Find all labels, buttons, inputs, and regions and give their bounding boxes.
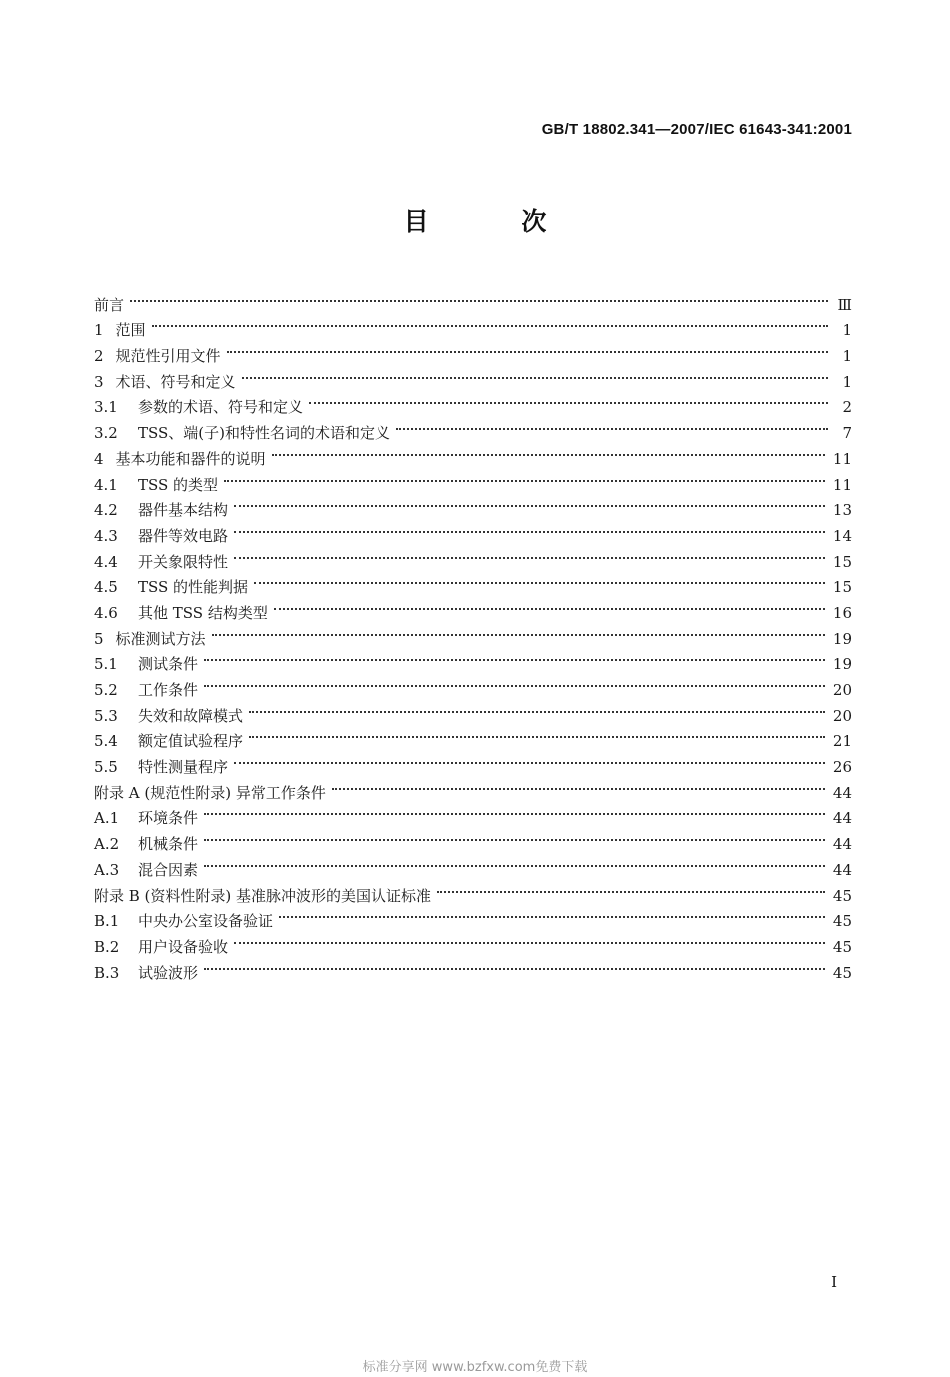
toc-entry[interactable] — [94, 875, 852, 905]
toc-entry-label: 试验波形 — [138, 963, 199, 982]
toc-entry-label: TSS 的类型 — [138, 475, 219, 494]
toc-entry-label: TSS 的性能判据 — [138, 578, 249, 597]
toc-entry-label: 器件等效电路 — [138, 526, 229, 545]
toc-entry-page: 20 — [832, 706, 852, 725]
toc-entry-page: 45 — [832, 937, 852, 956]
toc-entry-label: 特性测量程序 — [138, 758, 229, 777]
toc-entry-page: 14 — [832, 526, 852, 545]
toc-entry-label: 用户设备验收 — [138, 937, 229, 956]
toc-entry[interactable] — [94, 310, 852, 340]
toc-entry-number: 5.3 — [94, 706, 118, 725]
watermark: 标准分享网 www.bzfxw.com免费下载 — [362, 1360, 588, 1375]
toc-leader-dots — [202, 952, 827, 978]
toc-entry-number: 5.1 — [94, 655, 118, 674]
toc-leader-dots — [272, 592, 827, 618]
toc-entry[interactable] — [94, 952, 852, 982]
toc-entry-label: 机械条件 — [138, 835, 199, 854]
toc-entry-number: 3.2 — [94, 424, 118, 443]
toc-entry-label: 范围 — [115, 321, 146, 340]
toc-entry-number: 2 — [94, 347, 104, 366]
toc-leader-dots — [232, 515, 827, 541]
toc-entry-page: 20 — [832, 681, 852, 699]
toc-entry-page: 16 — [832, 603, 852, 622]
toc-leader-dots — [232, 926, 827, 952]
toc-entry-label: 测试条件 — [138, 655, 199, 674]
toc-leader-dots — [210, 618, 827, 644]
toc-entry-number: 4.3 — [94, 526, 118, 545]
toc-entry[interactable] — [94, 335, 852, 366]
toc-leader-dots — [394, 412, 830, 438]
toc-entry-page: 1 — [842, 321, 852, 340]
toc-entry-label: 额定值试验程序 — [138, 732, 244, 751]
toc-entry[interactable] — [94, 669, 852, 699]
toc-entry-page: 44 — [832, 783, 852, 802]
toc-leader-dots — [232, 490, 827, 516]
toc-entry-label: 术语、符号和定义 — [115, 372, 236, 391]
toc-entry-number: 4.6 — [94, 603, 118, 622]
toc-entry-number: 4.1 — [94, 475, 118, 494]
toc-entry[interactable] — [94, 798, 852, 828]
toc-entry-number: B.1 — [94, 912, 120, 931]
toc-entry[interactable] — [94, 695, 852, 725]
toc-leader-dots — [222, 464, 827, 490]
page-folio: I — [831, 1273, 837, 1291]
toc-entry-number: B.3 — [94, 963, 120, 982]
toc-entry-page: 21 — [832, 732, 852, 751]
toc-entry-page: 7 — [842, 424, 852, 443]
toc-entry-number: 4.2 — [94, 501, 118, 520]
toc-entry-page: 45 — [832, 963, 852, 982]
toc-entry-label: 中央办公室设备验证 — [138, 912, 274, 931]
toc-entry-number: A.1 — [94, 809, 120, 828]
toc-entry-page: 13 — [832, 501, 852, 520]
toc-entry-page: 45 — [832, 886, 852, 905]
toc-entry-number: 1 — [94, 321, 104, 340]
toc-entry-label: 其他 TSS 结构类型 — [138, 603, 268, 622]
toc-entry-label: 前言 — [94, 295, 125, 314]
toc-leader-dots — [252, 567, 827, 593]
toc-entry-page: 1 — [842, 347, 852, 366]
toc-leader-dots — [202, 823, 827, 849]
toc-entry-page: 15 — [832, 578, 852, 597]
toc-entry-label: 工作条件 — [138, 681, 199, 699]
toc-entry-number: 5 — [94, 629, 104, 648]
toc-entry-label: TSS、端(子)和特性名词的术语和定义 — [138, 424, 390, 443]
toc-entry[interactable] — [94, 823, 852, 854]
toc-leader-dots — [202, 669, 827, 695]
toc-entry-page: 44 — [832, 809, 852, 828]
toc-entry-label: 器件基本结构 — [138, 501, 229, 520]
toc-entry-number: 3 — [94, 372, 104, 391]
toc-entry-number: 4 — [94, 449, 104, 468]
toc-entry-label: 标准测试方法 — [115, 629, 206, 648]
toc-entry-page: 19 — [832, 655, 852, 674]
toc-entry-label: 附录 B (资料性附录) 基准脉冲波形的美国认证标准 — [94, 886, 432, 905]
toc-leader-dots — [277, 901, 827, 927]
toc-entry-page: 45 — [832, 912, 852, 931]
toc-entry-label: 附录 A (规范性附录) 异常工作条件 — [94, 783, 326, 802]
toc-leader-dots — [247, 721, 827, 747]
toc-entry-page: 19 — [832, 629, 852, 648]
toc-leader-dots — [247, 695, 827, 721]
toc-leader-dots — [225, 335, 830, 361]
toc-leader-dots — [330, 772, 827, 798]
toc-entry-label: 环境条件 — [138, 809, 199, 828]
toc-entry-label: 参数的术语、符号和定义 — [138, 398, 304, 417]
toc-entry-number: B.2 — [94, 937, 120, 956]
toc-entry-label: 规范性引用文件 — [115, 347, 221, 366]
standard-code: GB/T 18802.341—2007/IEC 61643-341:2001 — [541, 121, 852, 138]
toc-entry-page: 26 — [832, 758, 852, 777]
toc-entry-number: 4.5 — [94, 578, 118, 597]
toc-entry-page: 44 — [832, 835, 852, 854]
toc-entry-page: 11 — [832, 449, 852, 468]
toc-entry-page: 2 — [842, 398, 852, 417]
toc-leader-dots — [240, 361, 830, 387]
toc-entry-page: 15 — [832, 552, 852, 571]
toc-entry-page: 11 — [832, 475, 852, 494]
toc-leader-dots — [232, 541, 827, 567]
toc-leader-dots — [232, 746, 827, 772]
page-title: 目 次 — [403, 207, 589, 236]
toc-entry-label: 混合因素 — [138, 860, 199, 879]
toc-entry-page: Ⅲ — [837, 295, 852, 314]
toc-entry-page: 1 — [842, 372, 852, 391]
toc-leader-dots — [202, 644, 827, 670]
toc-leader-dots — [128, 284, 830, 310]
toc-leader-dots — [270, 438, 827, 464]
toc-leader-dots — [150, 310, 830, 336]
toc-entry-label: 开关象限特性 — [138, 552, 229, 571]
toc-entry-number: 5.5 — [94, 758, 118, 777]
toc-entry-number: A.3 — [94, 860, 120, 879]
table-of-contents — [94, 284, 852, 982]
toc-entry[interactable] — [94, 644, 852, 674]
toc-leader-dots — [202, 798, 827, 824]
toc-entry[interactable] — [94, 284, 852, 314]
toc-entry-number: 5.4 — [94, 732, 118, 751]
toc-entry-number: 4.4 — [94, 552, 118, 571]
toc-entry-number: 3.1 — [94, 398, 118, 417]
toc-leader-dots — [435, 875, 827, 901]
toc-entry-number: A.2 — [94, 835, 120, 854]
toc-entry-label: 基本功能和器件的说明 — [115, 449, 266, 468]
toc-entry-page: 44 — [832, 860, 852, 879]
toc-entry-number: 5.2 — [94, 681, 118, 699]
toc-entry[interactable] — [94, 849, 852, 879]
toc-entry-label: 失效和故障模式 — [138, 706, 244, 725]
toc-leader-dots — [202, 849, 827, 875]
toc-leader-dots — [307, 387, 830, 413]
